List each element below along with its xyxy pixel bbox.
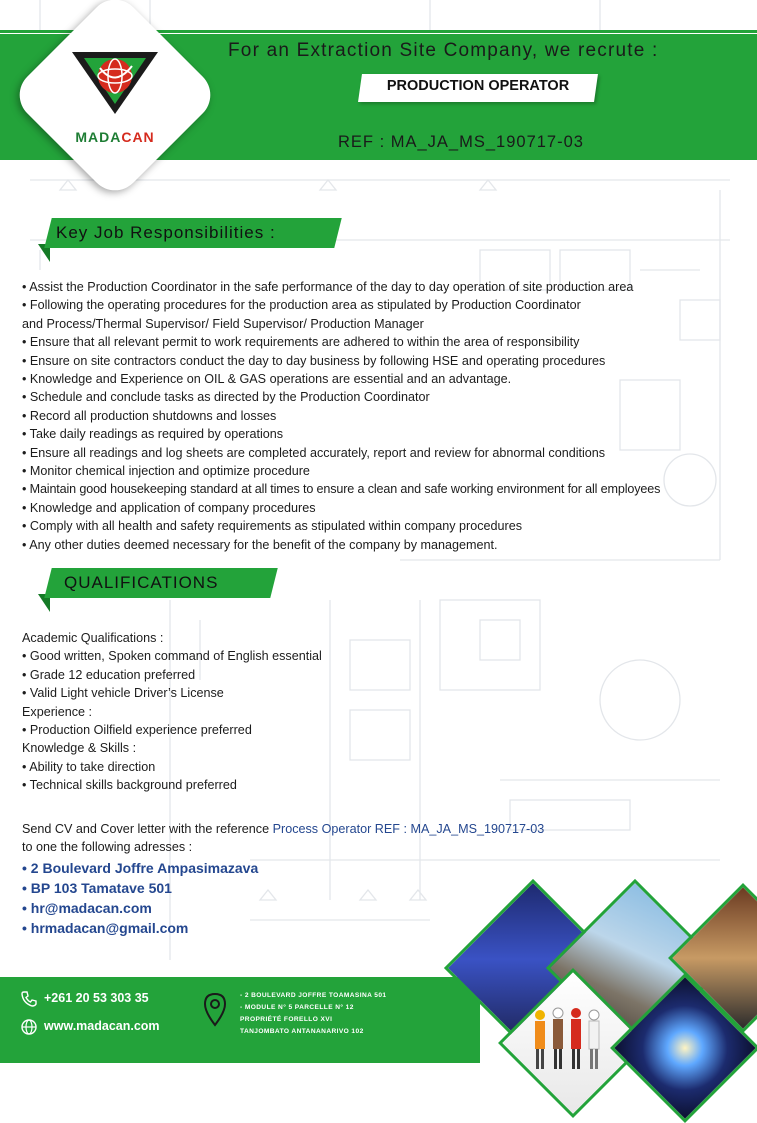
send-cv-text: Send CV and Cover letter with the reference: [22, 822, 273, 836]
location-pin-icon: [202, 992, 228, 1028]
responsibilities-heading: Key Job Responsibilities :: [56, 223, 276, 242]
list-item: and Process/Thermal Supervisor/ Field Supervisor/ Production Manager: [22, 316, 424, 331]
list-item: • Ensure on site contractors conduct the day to day business by following HSE and operating procedures: [22, 353, 606, 368]
footer-address-line: PROPRIÉTÉ FORELLO XVI: [240, 1016, 333, 1023]
qualification-subheading: Experience :: [22, 704, 93, 719]
job-title: PRODUCTION OPERATOR: [386, 78, 570, 94]
qualifications-heading: QUALIFICATIONS: [64, 573, 219, 592]
header-intro: For an Extraction Site Company, we recrute :: [228, 40, 659, 61]
to-addresses-line: to one the following adresses :: [22, 840, 193, 855]
email-link-hr[interactable]: • hr@madacan.com: [22, 900, 152, 916]
globe-icon: [20, 1018, 38, 1036]
list-item: • Good written, Spoken command of English essential: [22, 649, 322, 664]
footer-address-line: TANJOMBATO ANTANANARIVO 102: [240, 1028, 364, 1035]
workers-illustration: [528, 1005, 608, 1073]
logo-wordmark-green: MADA: [75, 129, 122, 145]
list-item: • Knowledge and Experience on OIL & GAS operations are essential and an advantage.: [22, 372, 512, 387]
footer-address: [240, 990, 386, 1038]
application-instructions: [22, 820, 544, 857]
qualification-subheading: Knowledge & Skills :: [22, 741, 137, 756]
email-link-gmail[interactable]: • hrmadacan@gmail.com: [22, 920, 189, 936]
list-item: • Knowledge and application of company procedures: [22, 500, 316, 515]
footer-address-line: - MODULE N° 5 PARCELLE N° 12: [240, 1004, 354, 1011]
list-item: • Schedule and conclude tasks as directed by the Production Coordinator: [22, 390, 430, 405]
footer-website[interactable]: www.madacan.com: [44, 1019, 160, 1033]
list-item: • Any other duties deemed necessary for the benefit of the company by management.: [22, 537, 498, 552]
qualification-subheading: Academic Qualifications :: [22, 631, 164, 645]
list-item: • Take daily readings as required by operations: [22, 427, 284, 442]
company-logo: [55, 48, 175, 158]
logo-globe-icon: [70, 48, 160, 118]
address-list: [22, 858, 258, 938]
list-item: • Technical skills background preferred: [22, 778, 237, 793]
phone-icon: [20, 990, 38, 1008]
send-cv-reference: Process Operator REF : MA_JA_MS_190717-03: [272, 822, 545, 836]
responsibilities-banner: [40, 218, 340, 258]
list-item: • Record all production shutdowns and losses: [22, 408, 277, 423]
footer-phone[interactable]: +261 20 53 303 35: [44, 991, 149, 1005]
logo-wordmark-red: CAN: [121, 129, 155, 145]
qualifications-list: [22, 629, 322, 795]
list-item: • Monitor chemical injection and optimize procedure: [22, 464, 310, 479]
address-po-box: • BP 103 Tamatave 501: [22, 880, 172, 896]
list-item: • Production Oilfield experience preferred: [22, 723, 252, 738]
list-item: • Comply with all health and safety requirements as stipulated within company procedures: [22, 519, 523, 534]
job-reference: REF : MA_JA_MS_190717-03: [338, 133, 584, 151]
list-item: • Grade 12 education preferred: [22, 667, 196, 682]
list-item: • Ensure that all relevant permit to work requirements are adhered to within the area of responsibility: [22, 335, 580, 350]
list-item: • Ability to take direction: [22, 759, 156, 774]
list-item: • Valid Light vehicle Driver’s License: [22, 686, 224, 701]
address-street: • 2 Boulevard Joffre Ampasimazava: [22, 860, 259, 876]
list-item: • Ensure all readings and log sheets are completed accurately, report and review for abnormal conditions: [22, 445, 606, 460]
footer-address-line: - 2 BOULEVARD JOFFRE TOAMASINA 501: [240, 992, 387, 999]
logo-wordmark: [55, 129, 175, 145]
send-cv-line: [22, 820, 544, 838]
list-item: • Maintain good housekeeping standard at all times to ensure a clean and safe working environment for all employees: [22, 482, 661, 497]
responsibilities-list: [22, 278, 660, 554]
qualifications-banner: [40, 568, 280, 608]
list-item: • Following the operating procedures for the production area as stipulated by Production Coordinator: [22, 298, 581, 313]
list-item: • Assist the Production Coordinator in the safe performance of the day to day operation of site production area: [22, 280, 634, 294]
